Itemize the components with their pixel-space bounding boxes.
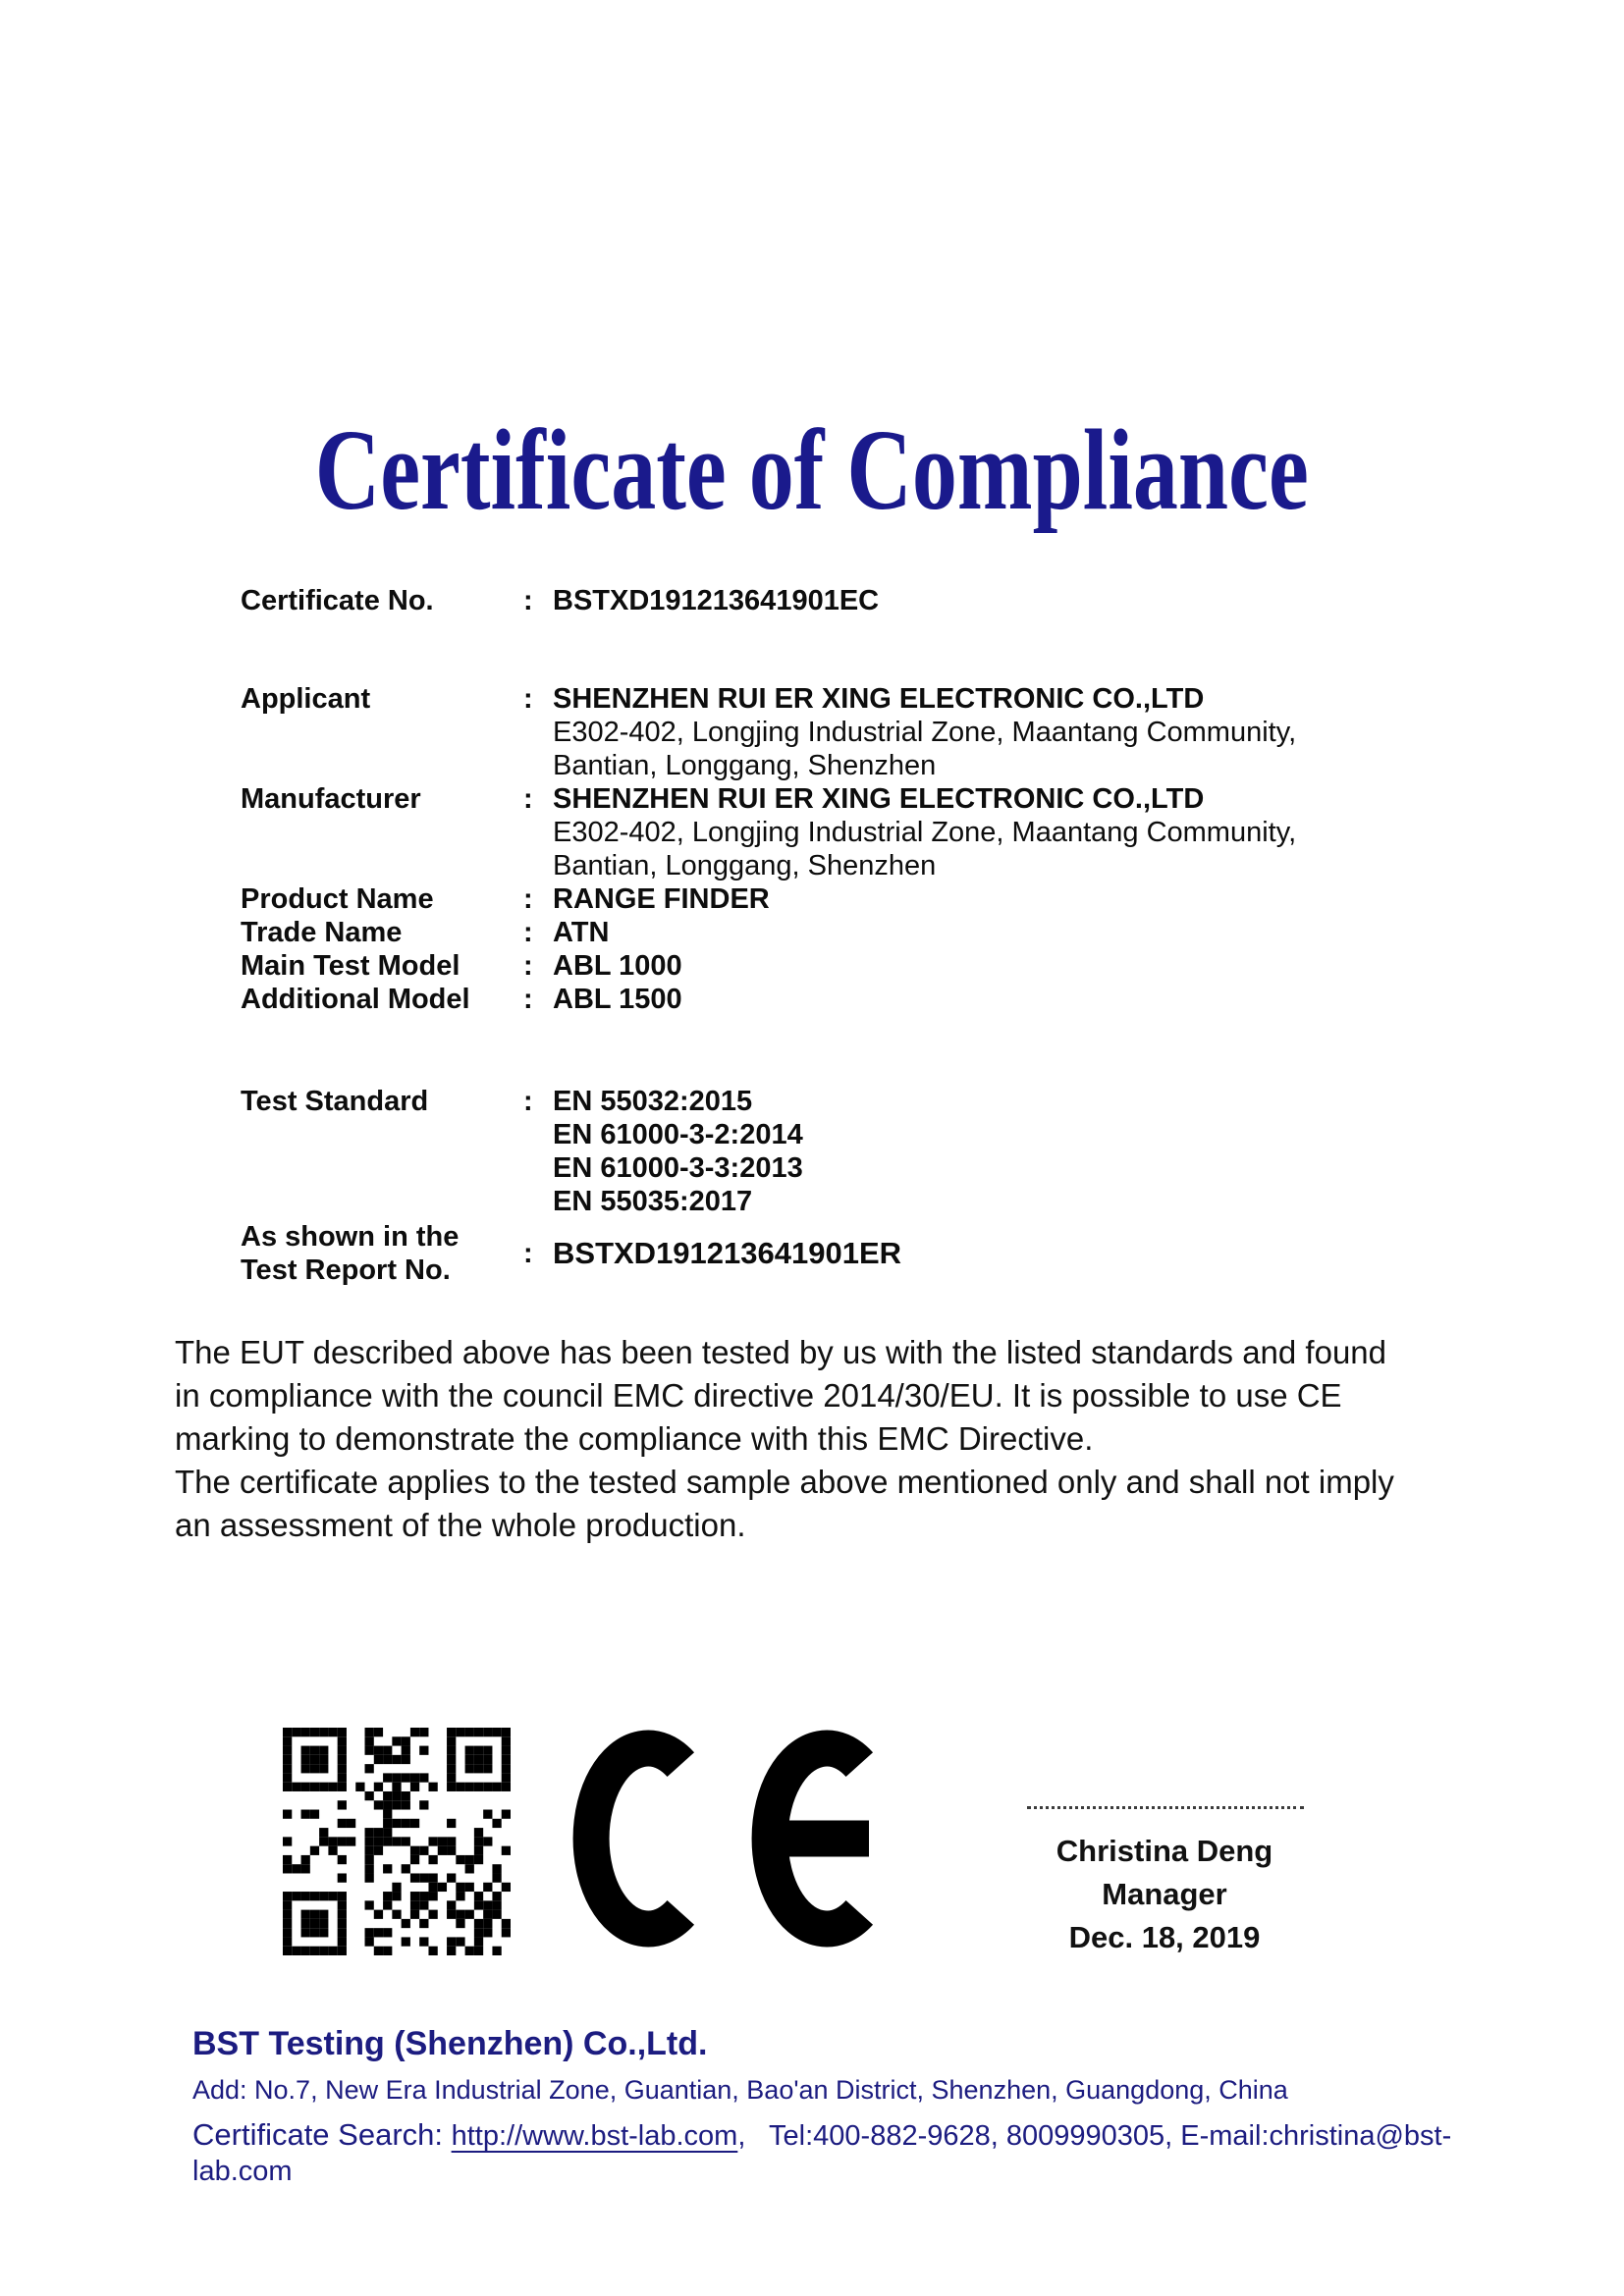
lab-company-name: BST Testing (Shenzhen) Co.,Ltd.	[192, 2025, 708, 2062]
declaration-line: The EUT described above has been tested by us with the listed standards and found	[175, 1334, 1387, 1370]
field-label: Manufacturer	[241, 783, 421, 815]
field-label: Main Test Model	[241, 950, 460, 982]
field-value: EN 55032:2015	[553, 1086, 753, 1117]
field-row-test-report-no	[241, 1220, 1478, 1287]
field-row-test-standard-4	[241, 1185, 1478, 1218]
field-value: ABL 1000	[553, 950, 682, 982]
page-title	[0, 405, 1624, 534]
field-label: Certificate No.	[241, 585, 434, 616]
signature-dotted-line	[1027, 1806, 1304, 1809]
field-colon: :	[523, 1086, 533, 1117]
declaration-line: an assessment of the whole production.	[175, 1507, 746, 1543]
field-value: RANGE FINDER	[553, 883, 770, 915]
field-colon: :	[523, 917, 533, 948]
certificate-fields	[241, 584, 1478, 1287]
field-value: EN 55035:2017	[553, 1186, 753, 1217]
field-label: Additional Model	[241, 984, 470, 1015]
field-row-applicant-address-1	[241, 716, 1478, 749]
field-row-test-standard-3	[241, 1151, 1478, 1185]
page-title-text: Certificate of Compliance	[314, 405, 1310, 534]
field-colon: :	[523, 585, 533, 616]
field-label	[241, 1220, 523, 1287]
field-row-product-name	[241, 882, 1478, 916]
signature-block	[998, 1830, 1331, 1959]
field-value: ATN	[553, 917, 610, 948]
field-label: Applicant	[241, 683, 371, 715]
field-value: Bantian, Longgang, Shenzhen	[553, 850, 937, 881]
certificate-search-link[interactable]: http://www.bst-lab.com	[451, 2120, 738, 2152]
field-row-test-standard-2	[241, 1118, 1478, 1151]
contact-info: , Tel:400-882-9628, 8009990305, E-mail:christina@bst-lab.com	[192, 2120, 1452, 2187]
lab-address: Add: No.7, New Era Industrial Zone, Guantian, Bao'an District, Shenzhen, Guangdong, China	[192, 2075, 1288, 2105]
certificate-search-line	[192, 2117, 1508, 2189]
declaration-line: The certificate applies to the tested sample above mentioned only and shall not imply	[175, 1464, 1394, 1500]
signature-date: Dec. 18, 2019	[1068, 1920, 1261, 1954]
field-label: Product Name	[241, 883, 434, 915]
declaration-line: in compliance with the council EMC directive 2014/30/EU. It is possible to use CE	[175, 1377, 1342, 1414]
field-colon: :	[523, 883, 533, 915]
field-colon: :	[523, 984, 533, 1015]
signatory-name: Christina Deng	[1056, 1834, 1273, 1868]
field-colon: :	[523, 950, 533, 982]
field-row-trade-name	[241, 916, 1478, 949]
field-value: E302-402, Longjing Industrial Zone, Maantang Community,	[553, 717, 1297, 748]
field-colon: :	[523, 1238, 533, 1269]
ce-mark-icon	[565, 1725, 879, 1949]
field-value: BSTXD191213641901ER	[553, 1236, 902, 1270]
field-value: E302-402, Longjing Industrial Zone, Maantang Community,	[553, 817, 1297, 848]
declaration-paragraph	[175, 1331, 1451, 1547]
field-label-line-2: Test Report No.	[241, 1255, 451, 1286]
field-label-line-1: As shown in the	[241, 1221, 460, 1253]
field-row-manufacturer	[241, 782, 1478, 816]
field-value: SHENZHEN RUI ER XING ELECTRONIC CO.,LTD	[553, 783, 1205, 815]
field-value: SHENZHEN RUI ER XING ELECTRONIC CO.,LTD	[553, 683, 1205, 715]
declaration-line: marking to demonstrate the compliance with this EMC Directive.	[175, 1420, 1094, 1457]
field-row-manufacturer-address-2	[241, 849, 1478, 882]
field-row-main-test-model	[241, 949, 1478, 983]
field-row-additional-model	[241, 983, 1478, 1016]
field-value: Bantian, Longgang, Shenzhen	[553, 750, 937, 781]
field-row-applicant	[241, 682, 1478, 716]
field-label: Test Standard	[241, 1086, 429, 1117]
signatory-role: Manager	[1102, 1877, 1227, 1911]
field-row-manufacturer-address-1	[241, 816, 1478, 849]
footer	[192, 2024, 1508, 2189]
certificate-search-label: Certificate Search:	[192, 2117, 452, 2152]
field-value: EN 61000-3-3:2013	[553, 1152, 803, 1184]
field-row-certificate-no	[241, 584, 1478, 617]
field-colon: :	[523, 683, 533, 715]
field-label: Trade Name	[241, 917, 403, 948]
field-value: EN 61000-3-2:2014	[553, 1119, 803, 1150]
field-row-test-standard	[241, 1085, 1478, 1118]
field-row-applicant-address-2	[241, 749, 1478, 782]
qr-code-icon	[283, 1728, 511, 1955]
field-colon: :	[523, 783, 533, 815]
field-value: ABL 1500	[553, 984, 682, 1015]
field-value: BSTXD191213641901EC	[553, 585, 880, 616]
